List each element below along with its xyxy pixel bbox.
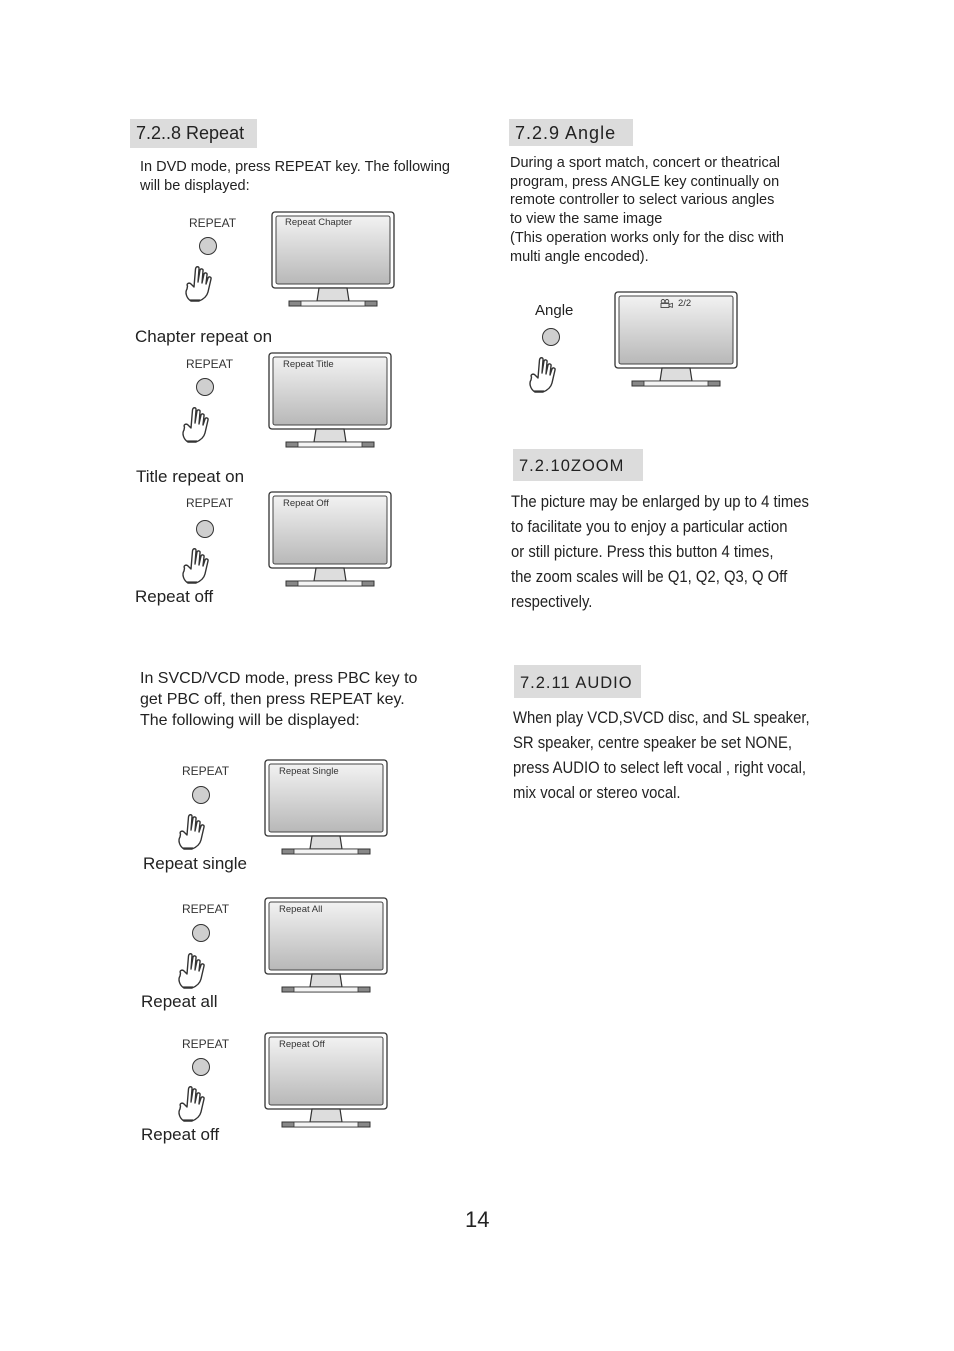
audio-heading: 7.2.11 AUDIO — [514, 665, 641, 698]
repeat-button-icon — [196, 520, 214, 538]
chapter-repeat-caption: Chapter repeat on — [135, 327, 273, 346]
title-repeat-caption: Title repeat on — [136, 467, 245, 486]
angle-body: During a sport match, concert or theatrical program, press ANGLE key continually on remote controller to select various angles to view the same image (This operation works only for the disc with multi angle encoded). — [510, 155, 784, 265]
angle-heading: 7.2.9 Angle — [509, 119, 633, 146]
monitor-screen-text: Repeat Off — [283, 498, 329, 509]
camera-icon — [660, 299, 674, 308]
monitor-screen-text: Repeat Title — [283, 359, 334, 370]
angle-key-label: Angle — [535, 302, 574, 319]
monitor-screen-text: Repeat Chapter — [285, 217, 353, 228]
repeat-key-label: REPEAT — [182, 1037, 230, 1051]
pointing-hand-icon — [182, 265, 216, 303]
repeat-key-label: REPEAT — [186, 496, 234, 510]
repeat-all-caption: Repeat all — [141, 992, 218, 1011]
pointing-hand-icon — [175, 952, 209, 990]
repeat-button-icon — [192, 1058, 210, 1076]
repeat-heading: 7.2..8 Repeat — [130, 119, 257, 148]
pointing-hand-icon — [175, 813, 209, 851]
repeat-key-label: REPEAT — [182, 902, 230, 916]
pointing-hand-icon — [179, 547, 213, 585]
repeat-key-label: REPEAT — [189, 216, 237, 230]
repeat-off-caption: Repeat off — [135, 587, 214, 606]
repeat-single-caption: Repeat single — [143, 854, 247, 873]
repeat-button-icon — [192, 924, 210, 942]
zoom-body: The picture may be enlarged by up to 4 times to facilitate you to enjoy a particular action or still picture. Press this button 4 times, the zoom scales will be Q1, Q2, Q3, Q Off respectively. — [511, 493, 809, 611]
repeat-key-label: REPEAT — [186, 357, 234, 371]
angle-button-icon — [542, 328, 560, 346]
pointing-hand-icon — [175, 1085, 209, 1123]
repeat-off-caption: Repeat off — [141, 1125, 220, 1144]
repeat-button-icon — [199, 237, 217, 255]
monitor-screen-text: Repeat Off — [279, 1039, 325, 1050]
angle-screen-text: 2/2 — [678, 298, 692, 309]
audio-body: When play VCD,SVCD disc, and SL speaker, SR speaker, centre speaker be set NONE, press AUDIO to select left vocal , right vocal, mix vocal or stereo vocal. — [513, 709, 810, 802]
pointing-hand-icon — [526, 356, 560, 394]
repeat-button-icon — [196, 378, 214, 396]
zoom-heading: 7.2.10ZOOM — [513, 449, 643, 481]
repeat-key-label: REPEAT — [182, 764, 230, 778]
repeat-intro: In DVD mode, press REPEAT key. The following will be displayed: — [140, 159, 451, 194]
tv-monitor-icon — [614, 291, 738, 389]
monitor-screen-text: Repeat All — [279, 904, 323, 915]
pointing-hand-icon — [179, 406, 213, 444]
vcd-intro: In SVCD/VCD mode, press PBC key to get PBC off, then press REPEAT key. The following will be displayed: — [140, 670, 418, 729]
monitor-screen-text: Repeat Single — [279, 766, 339, 777]
page-number: 14 — [465, 1207, 490, 1232]
repeat-button-icon — [192, 786, 210, 804]
